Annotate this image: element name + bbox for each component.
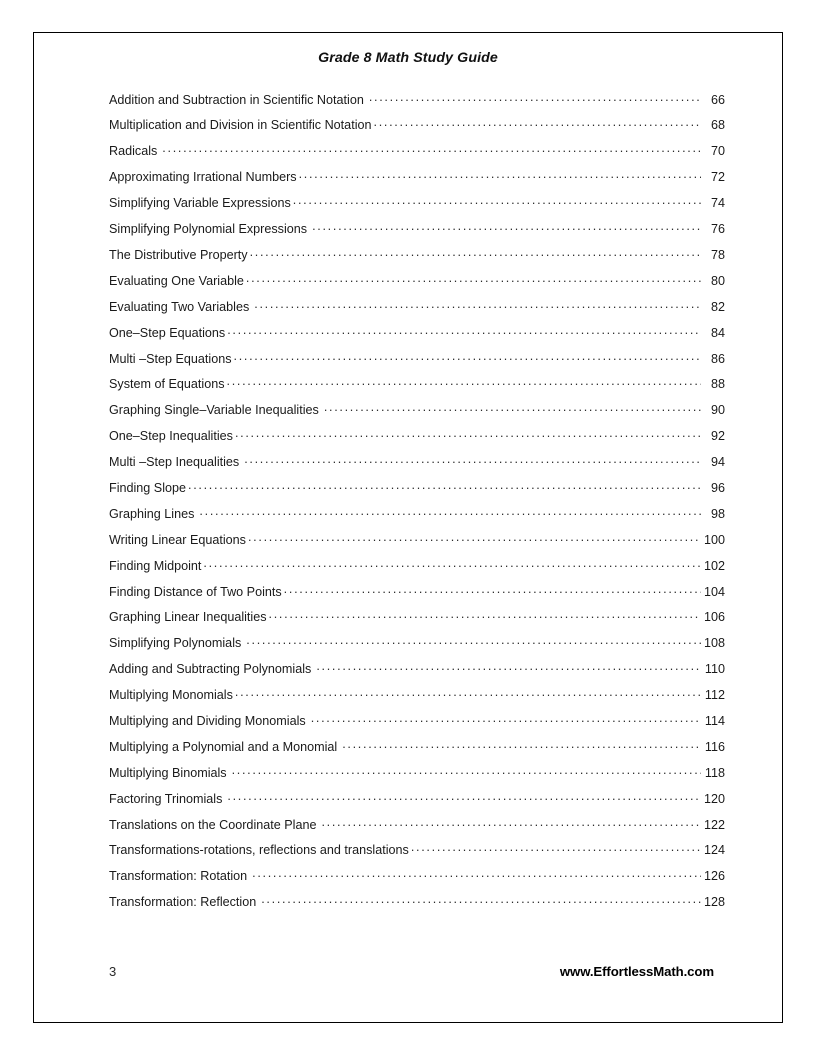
table-of-contents xyxy=(109,91,725,920)
toc-entry[interactable] xyxy=(109,376,725,402)
toc-entry-page-number: 118 xyxy=(704,765,725,780)
toc-entry-page-number: 86 xyxy=(710,351,725,366)
toc-dot-leader xyxy=(374,117,701,130)
toc-entry-page-number: 66 xyxy=(710,92,725,107)
toc-entry[interactable] xyxy=(109,894,725,920)
toc-dot-leader xyxy=(235,428,701,441)
toc-dot-leader xyxy=(199,505,700,518)
toc-entry-page-number: 104 xyxy=(703,584,725,599)
toc-entry[interactable] xyxy=(109,661,725,687)
toc-entry-label: Simplifying Polynomials xyxy=(109,636,242,651)
toc-entry-page-number: 108 xyxy=(703,636,725,651)
toc-entry-label: Approximating Irrational Numbers xyxy=(109,170,297,185)
toc-entry-page-number: 92 xyxy=(710,429,725,444)
toc-entry-label: Finding Distance of Two Points xyxy=(109,584,282,599)
toc-entry-label: Radicals xyxy=(109,144,158,159)
toc-entry-label: Transformations-rotations, reflections and translations xyxy=(109,843,409,858)
toc-entry-page-number: 96 xyxy=(710,480,725,495)
footer-page-number: 3 xyxy=(109,964,117,979)
toc-entry-page-number: 78 xyxy=(710,247,725,262)
toc-entry[interactable] xyxy=(109,557,725,583)
toc-entry-page-number: 110 xyxy=(704,662,725,677)
toc-entry-label: Simplifying Polynomial Expressions xyxy=(109,222,308,237)
toc-entry-label: Multi –Step Inequalities xyxy=(109,455,240,470)
toc-entry[interactable] xyxy=(109,868,725,894)
toc-entry-page-number: 100 xyxy=(703,532,725,547)
toc-dot-leader xyxy=(232,764,701,777)
toc-entry[interactable] xyxy=(109,91,725,117)
toc-entry[interactable] xyxy=(109,816,725,842)
toc-dot-leader xyxy=(324,402,701,415)
toc-entry-page-number: 128 xyxy=(703,895,725,910)
toc-entry[interactable] xyxy=(109,402,725,428)
toc-entry[interactable] xyxy=(109,220,725,246)
toc-entry-page-number: 90 xyxy=(710,403,725,418)
toc-entry[interactable] xyxy=(109,246,725,272)
toc-entry[interactable] xyxy=(109,686,725,712)
toc-dot-leader xyxy=(369,91,701,104)
toc-entry[interactable] xyxy=(109,609,725,635)
toc-entry-page-number: 124 xyxy=(703,843,725,858)
toc-entry-page-number: 112 xyxy=(704,688,725,703)
toc-entry-label: Graphing Lines xyxy=(109,506,195,521)
page-border-frame xyxy=(33,32,783,1023)
toc-dot-leader xyxy=(227,376,701,389)
toc-dot-leader xyxy=(252,868,701,881)
toc-dot-leader xyxy=(162,143,701,156)
footer-website: www.EffortlessMath.com xyxy=(559,964,714,979)
toc-entry-label: Evaluating One Variable xyxy=(109,273,244,288)
toc-entry[interactable] xyxy=(109,428,725,454)
toc-dot-leader xyxy=(203,557,700,570)
toc-entry-label: One–Step Inequalities xyxy=(109,429,233,444)
toc-entry-label: Factoring Trinomials xyxy=(109,791,223,806)
toc-entry[interactable] xyxy=(109,712,725,738)
toc-entry-label: Finding Slope xyxy=(109,480,187,495)
toc-entry[interactable] xyxy=(109,195,725,221)
toc-entry[interactable] xyxy=(109,272,725,298)
page-footer xyxy=(34,964,782,984)
toc-entry-label: One–Step Equations xyxy=(109,325,226,340)
toc-entry[interactable] xyxy=(109,324,725,350)
toc-entry-page-number: 98 xyxy=(710,506,725,521)
toc-entry-label: Multi –Step Equations xyxy=(109,351,232,366)
toc-dot-leader xyxy=(246,635,701,648)
toc-entry-label: Writing Linear Equations xyxy=(109,532,246,547)
toc-entry[interactable] xyxy=(109,453,725,479)
toc-entry-label: Graphing Single–Variable Inequalities xyxy=(109,403,319,418)
toc-dot-leader xyxy=(284,583,701,596)
toc-entry-label: Transformation: Rotation xyxy=(109,869,248,884)
toc-entry[interactable] xyxy=(109,583,725,609)
toc-dot-leader xyxy=(312,220,701,233)
toc-dot-leader xyxy=(227,790,700,803)
toc-entry-label: Evaluating Two Variables xyxy=(109,299,250,314)
toc-entry-label: Addition and Subtraction in Scientific Notation xyxy=(109,92,364,107)
toc-entry-label: Multiplication and Division in Scientific Notation xyxy=(109,118,372,133)
toc-dot-leader xyxy=(321,816,700,829)
toc-entry-label: Translations on the Coordinate Plane xyxy=(109,817,317,832)
toc-entry-page-number: 116 xyxy=(704,739,725,754)
toc-dot-leader xyxy=(311,712,701,725)
toc-dot-leader xyxy=(246,272,701,285)
toc-dot-leader xyxy=(269,609,701,622)
toc-entry[interactable] xyxy=(109,738,725,764)
toc-entry[interactable] xyxy=(109,169,725,195)
toc-entry[interactable] xyxy=(109,298,725,324)
toc-entry[interactable] xyxy=(109,764,725,790)
toc-entry[interactable] xyxy=(109,790,725,816)
toc-entry-label: The Distributive Property xyxy=(109,247,248,262)
toc-entry[interactable] xyxy=(109,531,725,557)
toc-entry[interactable] xyxy=(109,143,725,169)
toc-dot-leader xyxy=(234,350,701,363)
toc-entry-page-number: 74 xyxy=(710,196,725,211)
toc-entry[interactable] xyxy=(109,635,725,661)
toc-entry-page-number: 70 xyxy=(710,144,725,159)
toc-entry-label: Multiplying Monomials xyxy=(109,688,233,703)
toc-entry-label: Simplifying Variable Expressions xyxy=(109,196,291,211)
toc-dot-leader xyxy=(411,842,701,855)
toc-dot-leader xyxy=(227,324,701,337)
toc-entry-page-number: 94 xyxy=(710,455,725,470)
page-title: Grade 8 Math Study Guide xyxy=(318,50,498,66)
toc-dot-leader xyxy=(261,894,701,907)
toc-dot-leader xyxy=(299,169,701,182)
toc-dot-leader xyxy=(244,453,701,466)
toc-entry-label: Finding Midpoint xyxy=(109,558,202,573)
toc-dot-leader xyxy=(316,661,700,674)
toc-entry[interactable] xyxy=(109,350,725,376)
toc-dot-leader xyxy=(188,479,701,492)
toc-dot-leader xyxy=(254,298,701,311)
toc-entry-page-number: 76 xyxy=(710,222,725,237)
toc-entry-page-number: 102 xyxy=(703,558,725,573)
toc-dot-leader xyxy=(342,738,701,751)
toc-entry-page-number: 126 xyxy=(703,869,725,884)
toc-entry[interactable] xyxy=(109,505,725,531)
toc-entry-page-number: 88 xyxy=(710,377,725,392)
toc-entry-label: Transformation: Reflection xyxy=(109,895,257,910)
toc-entry-page-number: 72 xyxy=(710,170,725,185)
toc-entry-page-number: 114 xyxy=(704,713,725,728)
toc-entry[interactable] xyxy=(109,479,725,505)
toc-entry-label: Adding and Subtracting Polynomials xyxy=(109,662,312,677)
toc-entry-label: Multiplying and Dividing Monomials xyxy=(109,713,306,728)
toc-dot-leader xyxy=(293,195,701,208)
toc-entry-page-number: 120 xyxy=(703,791,725,806)
toc-entry-page-number: 82 xyxy=(710,299,725,314)
toc-dot-leader xyxy=(250,246,701,259)
toc-entry-page-number: 122 xyxy=(703,817,725,832)
toc-dot-leader xyxy=(235,686,701,699)
toc-entry[interactable] xyxy=(109,842,725,868)
toc-entry-page-number: 68 xyxy=(710,118,725,133)
toc-dot-leader xyxy=(248,531,701,544)
toc-entry[interactable] xyxy=(109,117,725,143)
toc-entry-label: Graphing Linear Inequalities xyxy=(109,610,267,625)
toc-entry-label: Multiplying a Polynomial and a Monomial xyxy=(109,739,338,754)
toc-entry-page-number: 84 xyxy=(710,325,725,340)
toc-entry-page-number: 80 xyxy=(710,273,725,288)
toc-entry-page-number: 106 xyxy=(703,610,725,625)
toc-entry-label: System of Equations xyxy=(109,377,225,392)
toc-entry-label: Multiplying Binomials xyxy=(109,765,227,780)
